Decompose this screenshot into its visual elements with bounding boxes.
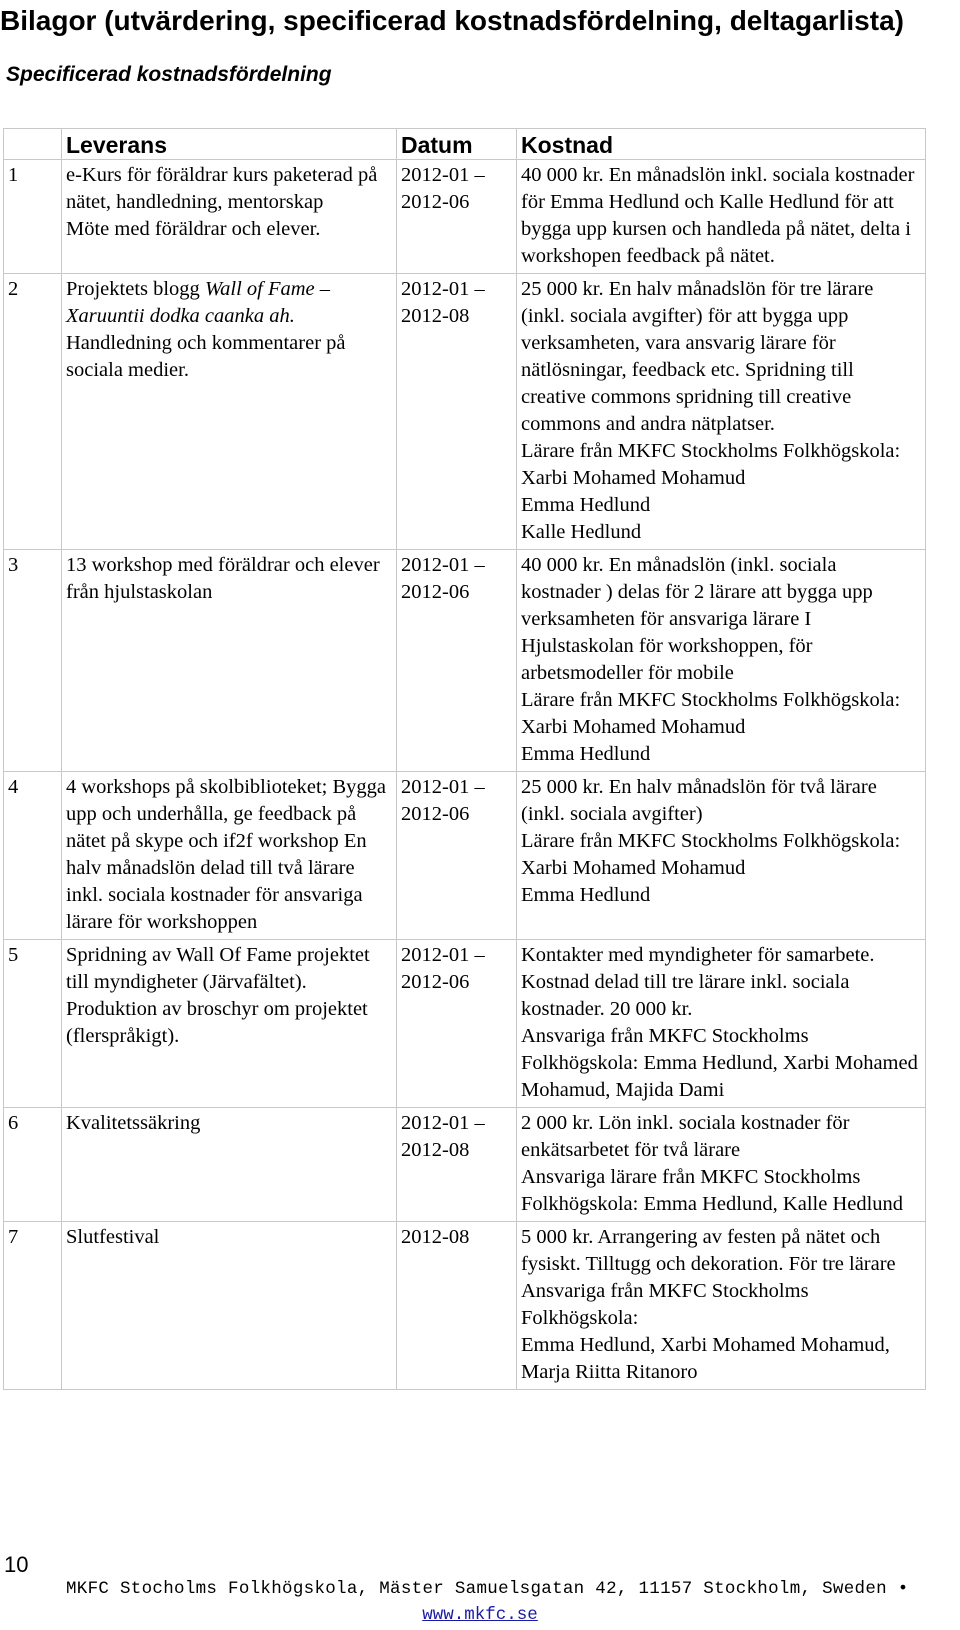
table-row: [4, 550, 926, 772]
row-datum: 2012-01 – 2012-08: [397, 274, 517, 550]
row-number: 4: [4, 772, 62, 940]
row-datum: 2012-01 – 2012-08: [397, 1108, 517, 1222]
section-subheading: Specificerad kostnadsfördelning: [6, 63, 332, 86]
row-kostnad: 25 000 kr. En halv månadslön för tre lärare (inkl. sociala avgifter) för att bygga upp verksamheten, vara ansvarig lärare för nätlösningar, feedback etc. Spridning till creative commons spridning till creative commons and andra nätplatser. Lärare från MKFC Stockholms Folkhögskola: Xarbi Mohamed Mohamud Emma Hedlund Kalle Hedlund: [517, 274, 926, 550]
row-leverans: 4 workshops på skolbiblioteket; Bygga upp och underhålla, ge feedback på nätet på skype och if2f workshop En halv månadslön delad till två lärare inkl. sociala kostnader för ansvariga lärare för workshoppen: [62, 772, 397, 940]
row-leverans: Spridning av Wall Of Fame projektet till myndigheter (Järvafältet). Produktion av broschyr om projektet (flerspråkigt).: [62, 940, 397, 1108]
header-number: [4, 129, 62, 160]
row-number: 6: [4, 1108, 62, 1222]
row-datum: 2012-01 – 2012-06: [397, 160, 517, 274]
row-leverans: Slutfestival: [62, 1222, 397, 1390]
row-number: 5: [4, 940, 62, 1108]
table-row: [4, 940, 926, 1108]
leverans-text: Projektets blogg: [66, 278, 205, 300]
row-number: 7: [4, 1222, 62, 1390]
page-number: 10: [4, 1552, 29, 1577]
cost-table: [3, 128, 926, 1390]
document-heading: Bilagor (utvärdering, specificerad kostnadsfördelning, deltagarlista): [0, 5, 904, 36]
row-datum: 2012-01 – 2012-06: [397, 772, 517, 940]
row-leverans: e-Kurs för föräldrar kurs paketerad på nätet, handledning, mentorskap Möte med föräldrar och elever.: [62, 160, 397, 274]
row-kostnad: Kontakter med myndigheter för samarbete. Kostnad delad till tre lärare inkl. sociala kostnader. 20 000 kr. Ansvariga från MKFC Stockholms Folkhögskola: Emma Hedlund, Xarbi Mohamed Mohamud, Majida Dami: [517, 940, 926, 1108]
table-row: [4, 1108, 926, 1222]
row-number: 3: [4, 550, 62, 772]
header-leverans: Leverans: [62, 129, 397, 160]
header-datum: Datum: [397, 129, 517, 160]
row-kostnad: 40 000 kr. En månadslön inkl. sociala kostnader för Emma Hedlund och Kalle Hedlund för att bygga upp kursen och handleda på nätet, delta i workshopen feedback på nätet.: [517, 160, 926, 274]
row-number: 2: [4, 274, 62, 550]
footer-website-link[interactable]: www.mkfc.se: [422, 1605, 538, 1625]
leverans-text: Handledning och kommentarer på sociala medier.: [66, 332, 346, 381]
table-row: [4, 160, 926, 274]
row-datum: 2012-08: [397, 1222, 517, 1390]
row-leverans: 13 workshop med föräldrar och elever från hjulstaskolan: [62, 550, 397, 772]
table-row: [4, 1222, 926, 1390]
header-kostnad: Kostnad: [517, 129, 926, 160]
row-kostnad: 40 000 kr. En månadslön (inkl. sociala kostnader ) delas för 2 lärare att bygga upp verksamheten för ansvariga lärare I Hjulstaskolan för workshoppen, för arbetsmodeller för mobile Lärare från MKFC Stockholms Folkhögskola: Xarbi Mohamed Mohamud Emma Hedlund: [517, 550, 926, 772]
table-row: [4, 274, 926, 550]
row-leverans: Kvalitetssäkring: [62, 1108, 397, 1222]
row-kostnad: 25 000 kr. En halv månadslön för två lärare (inkl. sociala avgifter) Lärare från MKFC Stockholms Folkhögskola: Xarbi Mohamed Mohamud Emma Hedlund: [517, 772, 926, 940]
blog-title: Wall of Fame – Xaruuntii dodka caanka ah.: [66, 278, 331, 327]
row-number: 1: [4, 160, 62, 274]
footer-address: MKFC Stocholms Folkhögskola, Mäster Samuelsgatan 42, 11157 Stockholm, Sweden •: [66, 1579, 909, 1599]
table-row: [4, 772, 926, 940]
row-kostnad: 2 000 kr. Lön inkl. sociala kostnader för enkätsarbetet för två lärare Ansvariga lärare från MKFC Stockholms Folkhögskola: Emma Hedlund, Kalle Hedlund: [517, 1108, 926, 1222]
row-kostnad: 5 000 kr. Arrangering av festen på nätet och fysiskt. Tilltugg och dekoration. För tre lärare Ansvariga från MKFC Stockholms Folkhögskola: Emma Hedlund, Xarbi Mohamed Mohamud, Marja Riitta Ritanoro: [517, 1222, 926, 1390]
table-header-row: [4, 129, 926, 160]
row-datum: 2012-01 – 2012-06: [397, 940, 517, 1108]
row-leverans: [62, 274, 397, 550]
row-datum: 2012-01 – 2012-06: [397, 550, 517, 772]
